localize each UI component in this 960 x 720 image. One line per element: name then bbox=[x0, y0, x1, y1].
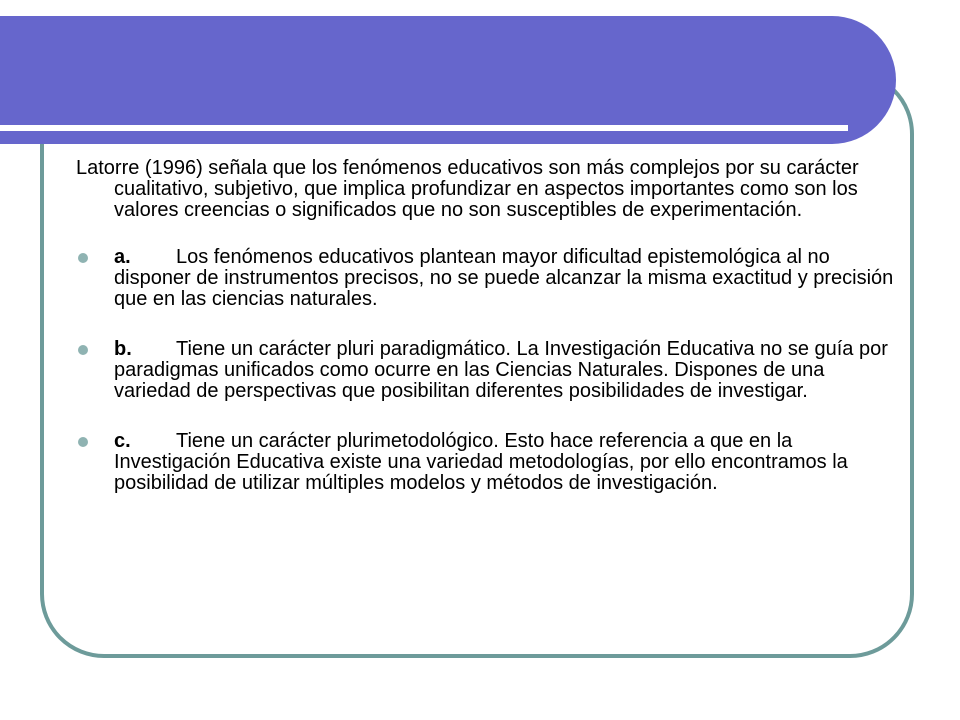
slide-content bbox=[76, 158, 906, 523]
item-letter: b. bbox=[114, 338, 132, 360]
item-letter: c. bbox=[114, 430, 131, 452]
list-item-a bbox=[76, 247, 906, 310]
bullet-list bbox=[76, 247, 906, 494]
item-text: Tiene un carácter pluri paradigmático. La Investigación Educativa no se guía por paradigmas unificados como ocurre en las Ciencias Naturales. Dispones de una variedad de perspectivas que posibilitan diferentes posibilidades de investigar. bbox=[114, 338, 888, 402]
item-text: Los fenómenos educativos plantean mayor dificultad epistemológica al no disponer de instrumentos precisos, no se puede alcanzar la misma exactitud y precisión que en las ciencias naturales. bbox=[114, 246, 894, 310]
bullet-dot-icon bbox=[78, 345, 88, 355]
list-item-c bbox=[76, 431, 906, 494]
bullet-dot-icon bbox=[78, 437, 88, 447]
list-item-b bbox=[76, 339, 906, 402]
intro-paragraph: Latorre (1996) señala que los fenómenos educativos son más complejos por su carácter cualitativo, subjetivo, que implica profundizar en aspectos importantes como son los valores creencias o significados que no son susceptibles de experimentación. bbox=[76, 157, 859, 221]
item-letter: a. bbox=[114, 246, 131, 268]
item-text: Tiene un carácter plurimetodológico. Esto hace referencia a que en la Investigación Educativa existe una variedad metodologías, por ello encontramos la posibilidad de utilizar múltiples modelos y métodos de investigación. bbox=[114, 430, 848, 494]
bullet-dot-icon bbox=[78, 253, 88, 263]
banner-underline bbox=[0, 125, 848, 131]
